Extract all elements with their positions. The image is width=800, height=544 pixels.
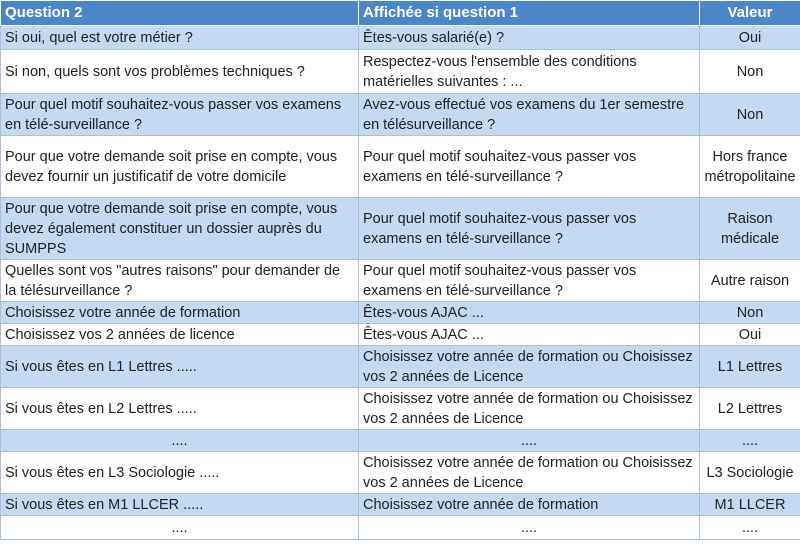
- table-row: [1, 302, 800, 324]
- valeur-cell: Non: [700, 302, 800, 324]
- valeur-cell: Oui: [700, 26, 800, 50]
- table-row: [1, 494, 800, 516]
- question2-cell: ....: [1, 430, 359, 452]
- table-row: [1, 430, 800, 452]
- question2-cell: Si oui, quel est votre métier ?: [1, 26, 359, 50]
- question2-cell: Si non, quels sont vos problèmes techniques ?: [1, 50, 359, 94]
- valeur-cell: L3 Sociologie: [700, 452, 800, 494]
- valeur-cell: Non: [700, 94, 800, 136]
- table-row: [1, 94, 800, 136]
- affichee-cell: Choisissez votre année de formation ou Choisissez vos 2 années de Licence: [359, 452, 700, 494]
- question2-cell: Si vous êtes en L2 Lettres .....: [1, 388, 359, 430]
- question2-cell: Si vous êtes en L1 Lettres .....: [1, 346, 359, 388]
- affichee-cell: Pour quel motif souhaitez-vous passer vos examens en télé-surveillance ?: [359, 198, 700, 260]
- question2-cell: Choisissez vos 2 années de licence: [1, 324, 359, 346]
- valeur-cell: L2 Lettres: [700, 388, 800, 430]
- table-row: [1, 260, 800, 302]
- header-question2: Question 2: [1, 1, 359, 26]
- header-valeur: Valeur: [700, 1, 800, 26]
- affichee-cell: ....: [359, 430, 700, 452]
- valeur-cell: ....: [700, 516, 800, 540]
- question2-cell: ....: [1, 516, 359, 540]
- affichee-cell: Respectez-vous l'ensemble des conditions matérielles suivantes : ...: [359, 50, 700, 94]
- valeur-cell: L1 Lettres: [700, 346, 800, 388]
- question2-cell: Pour que votre demande soit prise en compte, vous devez également constituer un dossier auprès du SUMPPS: [1, 198, 359, 260]
- valeur-cell: M1 LLCER: [700, 494, 800, 516]
- valeur-cell: Hors france métropolitaine: [700, 136, 800, 198]
- table-row: [1, 136, 800, 198]
- table-row: [1, 50, 800, 94]
- affichee-cell: Avez-vous effectué vos examens du 1er semestre en télésurveillance ?: [359, 94, 700, 136]
- valeur-cell: Autre raison: [700, 260, 800, 302]
- question2-cell: Choisissez votre année de formation: [1, 302, 359, 324]
- table-row: [1, 452, 800, 494]
- valeur-cell: Oui: [700, 324, 800, 346]
- table-row: [1, 346, 800, 388]
- header-affichee: Affichée si question 1: [359, 1, 700, 26]
- affichee-cell: Pour quel motif souhaitez-vous passer vos examens en télé-surveillance ?: [359, 136, 700, 198]
- table-row: [1, 516, 800, 540]
- question2-cell: Si vous êtes en M1 LLCER .....: [1, 494, 359, 516]
- affichee-cell: Choisissez votre année de formation ou Choisissez vos 2 années de Licence: [359, 346, 700, 388]
- valeur-cell: Raison médicale: [700, 198, 800, 260]
- affichee-cell: Êtes-vous salarié(e) ?: [359, 26, 700, 50]
- question2-cell: Pour que votre demande soit prise en compte, vous devez fournir un justificatif de votre domicile: [1, 136, 359, 198]
- affichee-cell: Pour quel motif souhaitez-vous passer vos examens en télé-surveillance ?: [359, 260, 700, 302]
- table-row: [1, 26, 800, 50]
- valeur-cell: Non: [700, 50, 800, 94]
- table-row: [1, 388, 800, 430]
- affichee-cell: Êtes-vous AJAC ...: [359, 302, 700, 324]
- question2-cell: Si vous êtes en L3 Sociologie .....: [1, 452, 359, 494]
- affichee-cell: Êtes-vous AJAC ...: [359, 324, 700, 346]
- table-row: [1, 198, 800, 260]
- affichee-cell: ....: [359, 516, 700, 540]
- affichee-cell: Choisissez votre année de formation: [359, 494, 700, 516]
- valeur-cell: ....: [700, 430, 800, 452]
- affichee-cell: Choisissez votre année de formation ou Choisissez vos 2 années de Licence: [359, 388, 700, 430]
- question2-cell: Quelles sont vos "autres raisons" pour demander de la télésurveillance ?: [1, 260, 359, 302]
- header-row: [1, 1, 800, 26]
- question2-cell: Pour quel motif souhaitez-vous passer vos examens en télé-surveillance ?: [1, 94, 359, 136]
- table-row: [1, 324, 800, 346]
